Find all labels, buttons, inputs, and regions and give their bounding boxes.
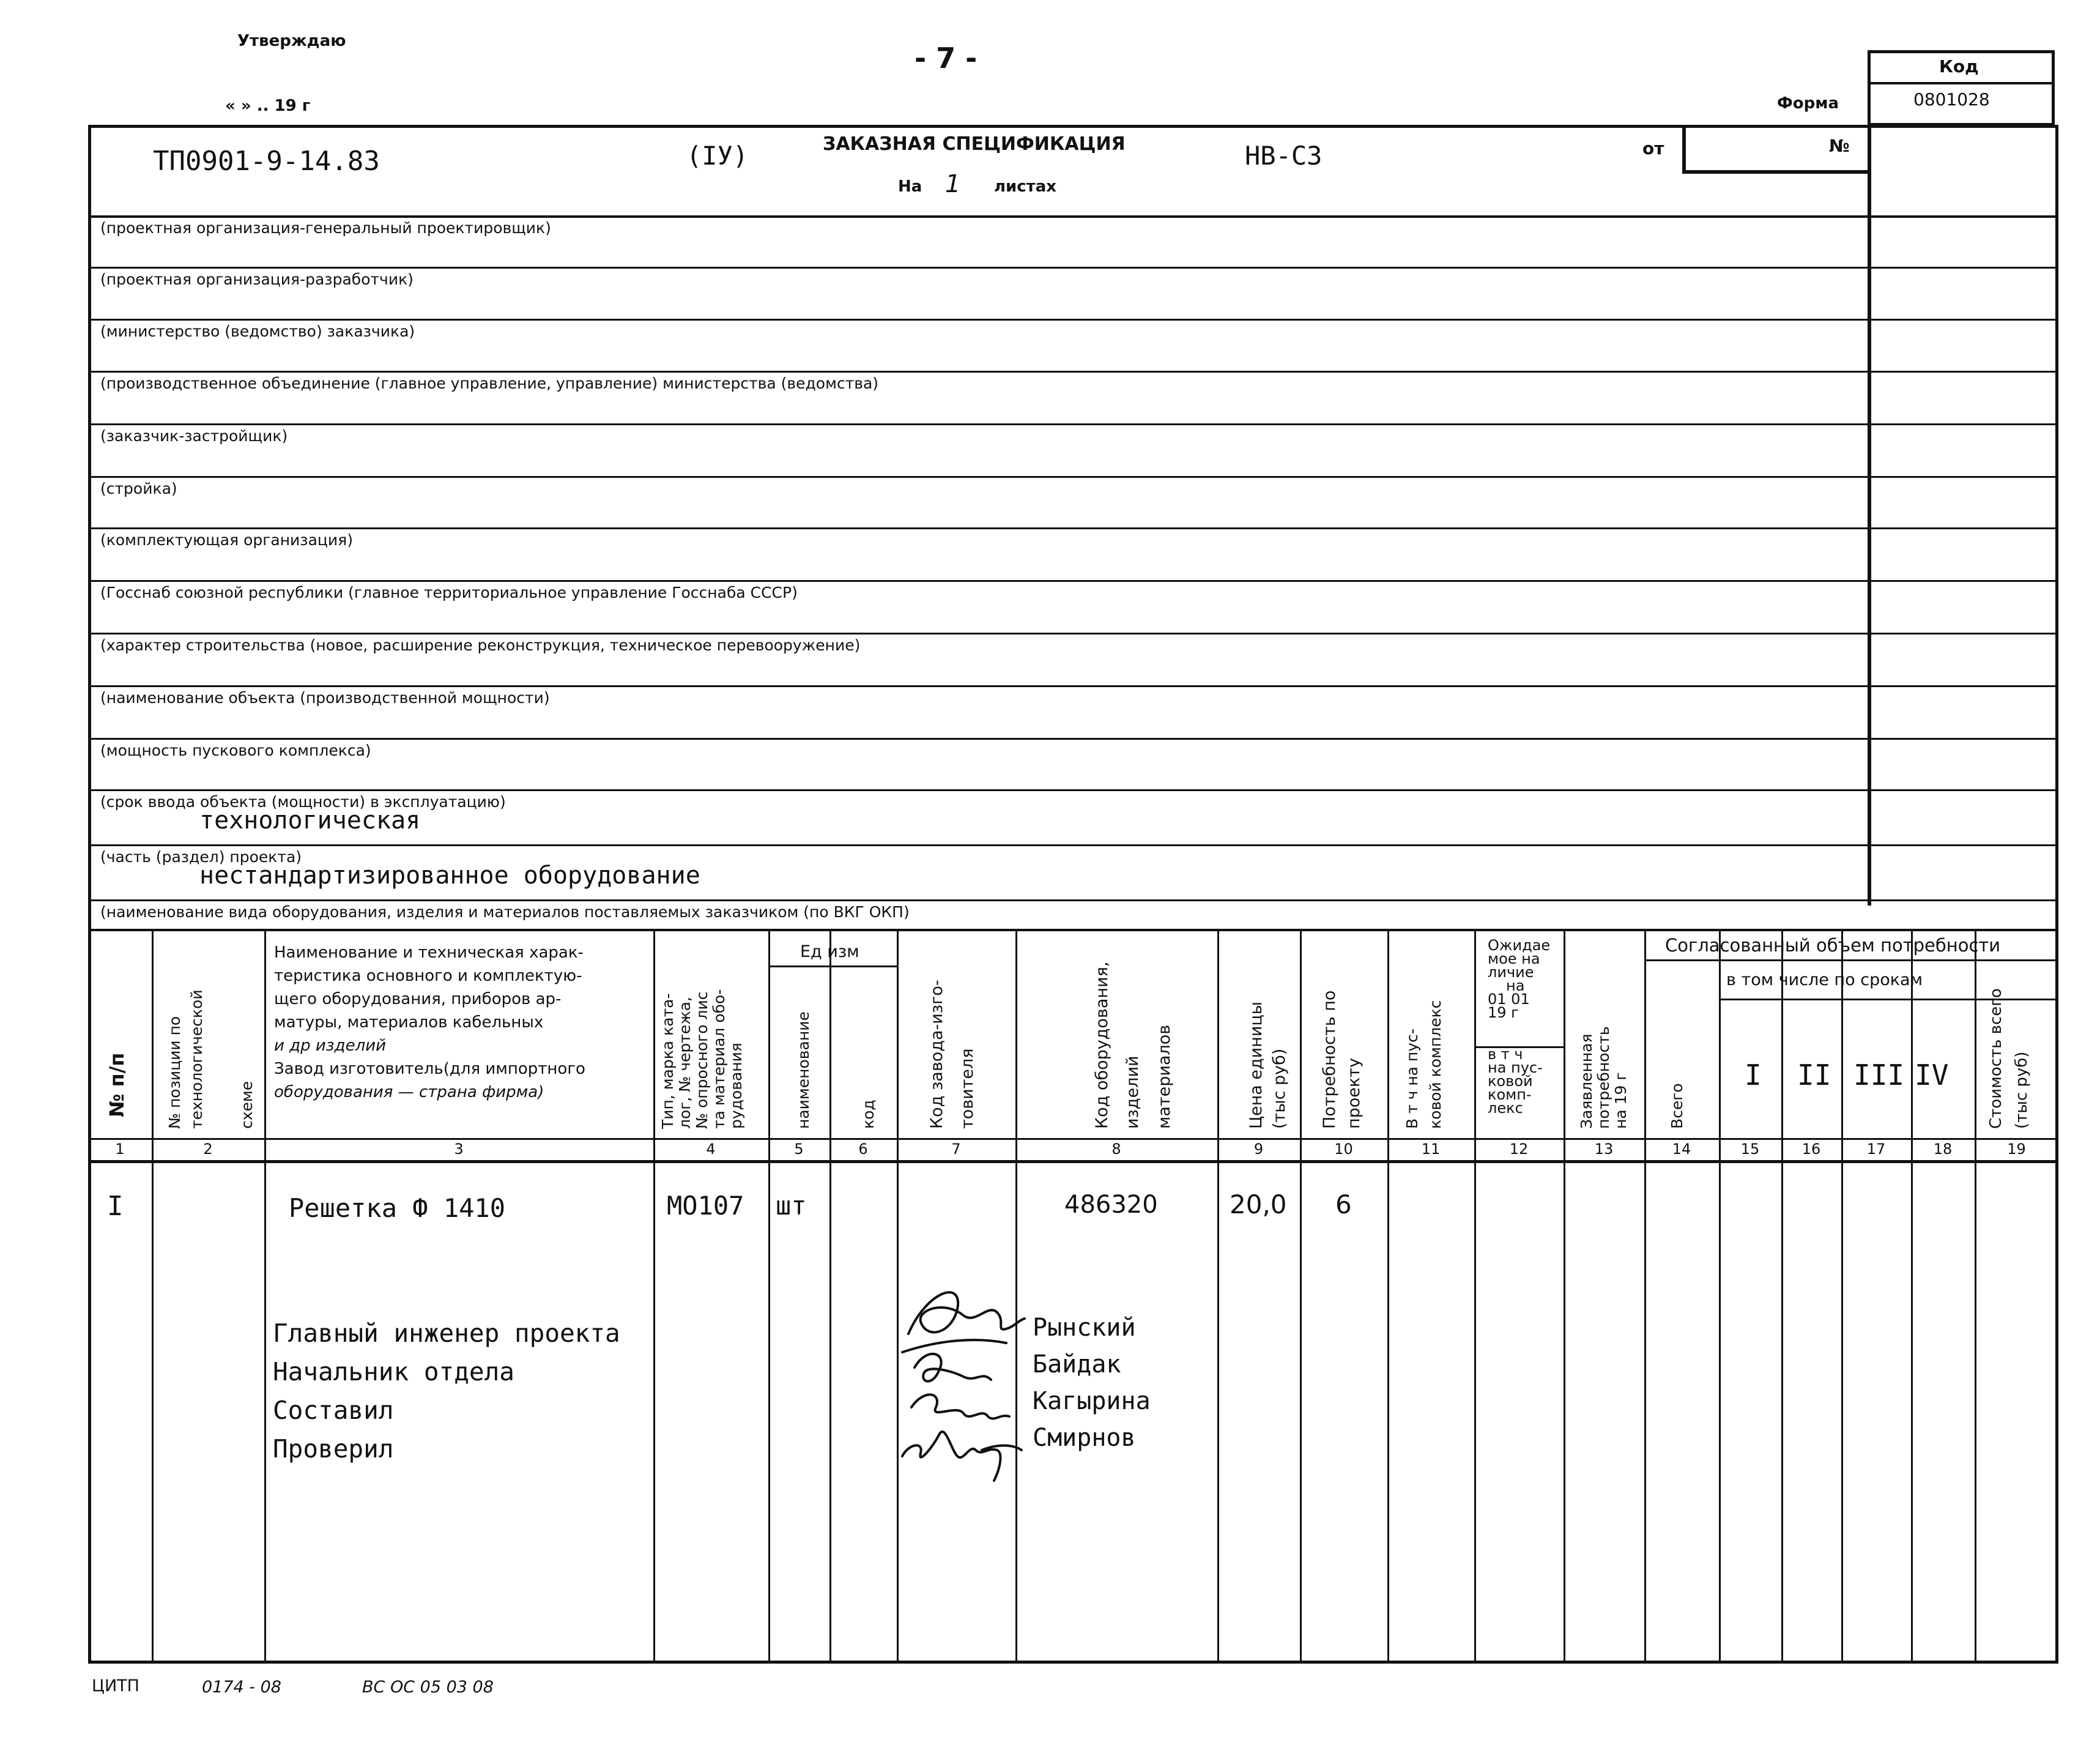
row-unit: шт xyxy=(776,1191,807,1221)
project-code: ТП0901-9-14.83 xyxy=(153,146,380,177)
field-label: (часть (раздел) проекта) xyxy=(100,848,302,866)
forma-label: Форма xyxy=(1777,94,1839,113)
col15-header: I xyxy=(1745,1059,1762,1092)
col8-header-b: изделий xyxy=(1123,1055,1142,1129)
column-number: 3 xyxy=(454,1140,464,1158)
column-number: 13 xyxy=(1594,1140,1614,1158)
field-label: (Госснаб союзной республики (главное территориальное управление Госснаба СССР) xyxy=(100,584,798,601)
col3-header: Наименование и техническая харак- теристика основного и комплектую- щего оборудования, приборов ар- матуры, материалов кабельных и др изделий Завод изготовитель(для импортного оборудования — страна фирма) xyxy=(274,943,585,1101)
row-equip-code: 486320 xyxy=(1064,1191,1158,1219)
col11-header-a: В т ч на пус- xyxy=(1403,1029,1421,1129)
footer-org: ЦИТП xyxy=(92,1676,139,1695)
column-number: 2 xyxy=(203,1140,213,1158)
column-number: 11 xyxy=(1421,1140,1441,1158)
doc-code: НВ-С3 xyxy=(1245,141,1323,171)
col16-header: II xyxy=(1797,1059,1831,1092)
field-label: (наименование вида оборудования, изделия и материалов поставляемых заказчиком (по ВКГ ОКП) xyxy=(100,903,910,921)
field-label: (стройка) xyxy=(100,480,177,497)
col4-header-e: рудования xyxy=(727,1043,745,1129)
col14-header: Всего xyxy=(1668,1083,1686,1129)
column-number: 18 xyxy=(1933,1140,1953,1158)
kod-label: Код xyxy=(1939,56,1979,76)
footer-num: 0174 - 08 xyxy=(202,1678,281,1697)
col8-header-c: материалов xyxy=(1155,1024,1174,1129)
field-label: (заказчик-застройщик) xyxy=(100,427,288,445)
sheets-count: 1 xyxy=(945,170,961,198)
field-label: (характер строительства (новое, расширение реконструкция, техническое перевооружение) xyxy=(100,636,861,654)
column-number: 9 xyxy=(1253,1140,1264,1158)
row-price: 20,0 xyxy=(1230,1189,1287,1219)
column-number: 5 xyxy=(794,1140,804,1158)
col56-header: Ед изм xyxy=(800,942,859,961)
col13-header-a: Заявленная xyxy=(1578,1033,1595,1129)
col6-header: код xyxy=(859,1099,877,1129)
signature-names: Рынский Байдак Кагырина Смирнов xyxy=(1033,1314,1151,1452)
field-value: технологическая xyxy=(199,806,421,835)
volume: (IУ) xyxy=(686,141,749,171)
col4-header-c: № опросного лис xyxy=(693,991,711,1129)
col18-header: IV xyxy=(1915,1059,1949,1092)
doc-title: ЗАКАЗНАЯ СПЕЦИФИКАЦИЯ xyxy=(823,133,1126,155)
col12-header-top: Ожидае мое на личие на 01 01 19 г xyxy=(1488,937,1551,1021)
agreed-header: Согласованный объем потребности xyxy=(1665,935,2001,956)
field-label: (мощность пускового комплекса) xyxy=(100,742,371,759)
col19-header-b: (тыс руб) xyxy=(2013,1051,2031,1129)
signature-roles: Главный инженер проекта Начальник отдела Составил Проверил xyxy=(273,1319,620,1464)
col19-header-a: Стоимость всего xyxy=(1987,988,2005,1129)
num-label: № xyxy=(1829,136,1850,156)
column-number: 7 xyxy=(951,1140,961,1158)
col7-header-a: Код завода-изго- xyxy=(927,980,946,1129)
col9-header-a: Цена единицы xyxy=(1247,1001,1266,1129)
column-number: 8 xyxy=(1111,1140,1121,1158)
field-value: нестандартизированное оборудование xyxy=(199,861,700,890)
sheets-suffix: листах xyxy=(994,177,1057,196)
approve-label: Утверждаю xyxy=(237,32,346,50)
col4-header-a: Тип, марка ката- xyxy=(659,993,677,1129)
field-label: (проектная организация-разработчик) xyxy=(100,270,414,288)
field-label: (производственное объединение (главное управление, управление) министерства (ведомства) xyxy=(100,374,879,392)
col1-header: № п/п xyxy=(105,1052,128,1117)
column-number: 12 xyxy=(1509,1140,1529,1158)
field-label: (срок ввода объекта (мощности) в эксплуатацию) xyxy=(100,793,506,811)
row-number: I xyxy=(107,1191,124,1222)
column-number: 6 xyxy=(858,1140,868,1158)
col4-header-b: лог, № чертежа, xyxy=(676,996,694,1129)
col2-header-c: схеме xyxy=(238,1081,256,1129)
col5-header: наименование xyxy=(795,1011,812,1129)
col9-header-b: (тыс руб) xyxy=(1270,1048,1289,1129)
field-label: (проектная организация-генеральный проектировщик) xyxy=(100,219,551,237)
col7-header-b: товителя xyxy=(958,1048,977,1129)
col4-header-d: та материал обо- xyxy=(710,989,728,1129)
col2-header-a: № позиции по xyxy=(166,1016,184,1129)
approve-date: « » .. 19 г xyxy=(225,97,311,115)
column-number: 4 xyxy=(706,1140,716,1158)
col12-header-bottom: в т ч на пус- ковой комп- лекс xyxy=(1488,1046,1543,1117)
column-number: 14 xyxy=(1672,1140,1691,1158)
col10-header-a: Потребность по xyxy=(1320,990,1339,1129)
column-number: 10 xyxy=(1334,1140,1353,1158)
field-label: (комплектующая организация) xyxy=(100,531,353,549)
row-name: Решетка Ф 1410 xyxy=(289,1193,506,1223)
col13-header-c: на 19 г xyxy=(1612,1072,1630,1129)
incl-header: в том числе по срокам xyxy=(1726,970,1923,989)
field-label: (наименование объекта (производственной мощности) xyxy=(100,689,550,707)
forma-code: 0801028 xyxy=(1913,89,1990,110)
col17-header: III xyxy=(1853,1059,1905,1092)
col8-header-a: Код оборудования, xyxy=(1093,961,1111,1129)
row-type: МО107 xyxy=(667,1191,744,1221)
column-number: 17 xyxy=(1866,1140,1886,1158)
col11-header-b: ковой комплекс xyxy=(1427,1000,1444,1129)
field-label: (министерство (ведомство) заказчика) xyxy=(100,322,415,340)
code-column-divider xyxy=(1868,125,1871,906)
col10-header-b: проекту xyxy=(1345,1058,1364,1129)
col13-header-b: потребность xyxy=(1595,1026,1612,1129)
column-number: 19 xyxy=(2007,1140,2026,1158)
column-number: 15 xyxy=(1740,1140,1760,1158)
row-need: 6 xyxy=(1335,1189,1352,1219)
handwritten-signatures xyxy=(890,1267,1031,1493)
sheets-prefix: На xyxy=(898,177,922,196)
footer-code: ВС ОС 05 03 08 xyxy=(362,1678,494,1697)
column-number: 16 xyxy=(1801,1140,1821,1158)
ot-label: от xyxy=(1642,138,1664,158)
column-number: 1 xyxy=(115,1140,125,1158)
col2-header-b: технологической xyxy=(188,989,206,1129)
page-number: - 7 - xyxy=(915,42,978,75)
